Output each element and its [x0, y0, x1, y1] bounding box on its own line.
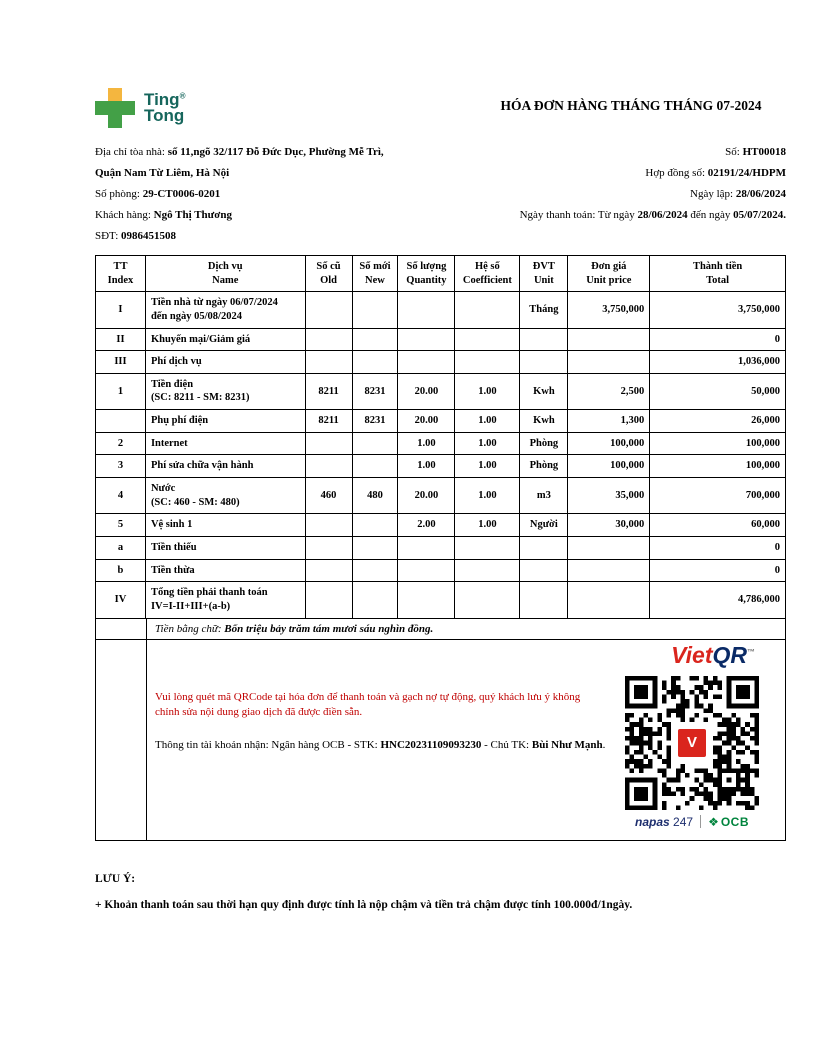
cell-new	[352, 582, 398, 618]
col-header-unit: ĐVT Unit	[520, 256, 568, 292]
cell-price: 100,000	[568, 455, 650, 478]
cell-unit: Người	[520, 514, 568, 537]
col-header-new: Số mới New	[352, 256, 398, 292]
cell-unit: Kwh	[520, 373, 568, 409]
cell-coef	[455, 559, 520, 582]
cell-name: Internet	[145, 432, 305, 455]
invoice-page	[95, 88, 786, 925]
qr-instruction-note: Vui lòng quét mã QRCode tại hóa đơn để thanh toán và gạch nợ tự động, quý khách lưu ý không chỉnh sửa nội dung giao dịch đã được điền sẵn.	[155, 690, 581, 718]
info-line-1	[95, 142, 786, 163]
invoice-table	[95, 255, 786, 619]
cell-coef	[455, 582, 520, 618]
footer-notes	[95, 873, 786, 911]
cell-qty	[398, 292, 455, 328]
cell-new: 8231	[352, 373, 398, 409]
cell-tt: III	[96, 351, 146, 374]
tingtong-logo	[95, 88, 185, 128]
cell-total: 4,786,000	[650, 582, 786, 618]
stub-column	[96, 619, 147, 639]
cell-price: 2,500	[568, 373, 650, 409]
customer-name: Khách hàng: Ngô Thị Thương	[95, 209, 232, 221]
cell-price	[568, 559, 650, 582]
logo-word-tong: Tong	[144, 106, 185, 125]
cell-qty	[398, 559, 455, 582]
info-line-3	[95, 184, 786, 205]
cell-name: Tiền điện (SC: 8211 - SM: 8231)	[145, 373, 305, 409]
info-line-2	[95, 163, 786, 184]
cell-unit: Tháng	[520, 292, 568, 328]
table-row	[96, 292, 786, 328]
col-header-old: Số cũ Old	[305, 256, 352, 292]
ocb-logo: ❖ OCB	[708, 814, 749, 829]
cell-total: 26,000	[650, 410, 786, 433]
note-title: LƯU Ý:	[95, 872, 136, 885]
col-header-quantity: Số lượng Quantity	[398, 256, 455, 292]
cell-name: Phí dịch vụ	[145, 351, 305, 374]
col-header-index: TT Index	[96, 256, 146, 292]
logo-word-ting: Ting	[144, 89, 180, 109]
cell-unit: Phòng	[520, 455, 568, 478]
cell-qty: 20.00	[398, 478, 455, 514]
cell-tt: 2	[96, 432, 146, 455]
tingtong-cross-icon	[95, 88, 135, 128]
cell-qty	[398, 328, 455, 351]
cell-tt: b	[96, 559, 146, 582]
cell-name: Khuyến mại/Giảm giá	[145, 328, 305, 351]
cell-total: 0	[650, 536, 786, 559]
cell-price	[568, 351, 650, 374]
cell-name: Nước (SC: 460 - SM: 480)	[145, 478, 305, 514]
qr-code	[625, 676, 759, 810]
cell-unit	[520, 328, 568, 351]
table-row	[96, 410, 786, 433]
cell-new	[352, 432, 398, 455]
ocb-icon: ❖	[708, 814, 719, 829]
col-header-unit-price: Đơn giá Unit price	[568, 256, 650, 292]
cell-new	[352, 328, 398, 351]
cell-name: Tiền thiếu	[145, 536, 305, 559]
cell-qty: 2.00	[398, 514, 455, 537]
cell-name: Phụ phí điện	[145, 410, 305, 433]
cell-tt: a	[96, 536, 146, 559]
cell-old	[305, 514, 352, 537]
cell-coef: 1.00	[455, 373, 520, 409]
cell-total: 100,000	[650, 455, 786, 478]
cell-qty: 1.00	[398, 432, 455, 455]
cell-old	[305, 455, 352, 478]
cell-tt: II	[96, 328, 146, 351]
cell-new: 480	[352, 478, 398, 514]
cell-price: 3,750,000	[568, 292, 650, 328]
payment-network-logos	[625, 815, 759, 829]
qr-center-logo: V	[676, 727, 708, 759]
stub-column	[96, 640, 147, 840]
cell-coef: 1.00	[455, 455, 520, 478]
cell-old	[305, 582, 352, 618]
cell-coef	[455, 536, 520, 559]
cell-name: Vệ sinh 1	[145, 514, 305, 537]
cell-price: 30,000	[568, 514, 650, 537]
table-row	[96, 536, 786, 559]
col-header-name: Dịch vụ Name	[145, 256, 305, 292]
cell-price	[568, 536, 650, 559]
cell-total: 1,036,000	[650, 351, 786, 374]
cell-price: 100,000	[568, 432, 650, 455]
cell-unit	[520, 582, 568, 618]
cell-new	[352, 559, 398, 582]
cell-unit	[520, 536, 568, 559]
table-row	[96, 478, 786, 514]
cell-tt: 4	[96, 478, 146, 514]
cell-total: 3,750,000	[650, 292, 786, 328]
cell-coef	[455, 292, 520, 328]
cell-tt: 1	[96, 373, 146, 409]
table-row	[96, 351, 786, 374]
cell-unit	[520, 559, 568, 582]
cell-name: Phí sửa chữa vận hành	[145, 455, 305, 478]
table-header-row	[96, 256, 786, 292]
building-address-line1: Địa chỉ tòa nhà: số 11,ngõ 32/117 Đỗ Đức Dục, Phường Mễ Trì,	[95, 146, 384, 158]
info-line-5	[95, 226, 786, 247]
cell-qty	[398, 351, 455, 374]
cell-qty: 20.00	[398, 410, 455, 433]
col-header-coefficient: Hệ số Coefficient	[455, 256, 520, 292]
cell-tt: 3	[96, 455, 146, 478]
cell-new	[352, 514, 398, 537]
room-number: Số phòng: 29-CT0006-0201	[95, 188, 221, 200]
invoice-title: HÓA ĐƠN HÀNG THÁNG THÁNG 07-2024	[500, 98, 762, 113]
amount-in-words-row	[95, 619, 786, 640]
cell-unit: m3	[520, 478, 568, 514]
cell-old	[305, 292, 352, 328]
cell-total: 700,000	[650, 478, 786, 514]
vietqr-logo: VietQR™	[671, 641, 755, 668]
cell-tt: I	[96, 292, 146, 328]
cell-new	[352, 536, 398, 559]
table-row	[96, 432, 786, 455]
cell-old: 460	[305, 478, 352, 514]
qr-account-info: Thông tin tài khoản nhận: Ngân hàng OCB - STK: HNC20231109093230 - Chủ TK: Bùi Như Mạnh.	[155, 738, 606, 751]
col-header-total: Thành tiền Total	[650, 256, 786, 292]
logo-divider	[700, 815, 701, 828]
cell-unit: Phòng	[520, 432, 568, 455]
napas-logo: napas 247	[635, 814, 694, 829]
table-row	[96, 373, 786, 409]
cell-old	[305, 351, 352, 374]
tingtong-logo-text	[144, 89, 186, 125]
cell-price	[568, 328, 650, 351]
cell-old	[305, 328, 352, 351]
cell-qty	[398, 536, 455, 559]
cell-total: 50,000	[650, 373, 786, 409]
cell-new: 8231	[352, 410, 398, 433]
cell-old: 8211	[305, 410, 352, 433]
payment-period: Ngày thanh toán: Từ ngày 28/06/2024 đến ngày 05/07/2024.	[519, 209, 786, 221]
cell-new	[352, 292, 398, 328]
cell-total: 100,000	[650, 432, 786, 455]
cell-qty: 1.00	[398, 455, 455, 478]
cell-new	[352, 351, 398, 374]
invoice-number: Số: HT00018	[725, 146, 786, 158]
cell-name: Tiền nhà từ ngày 06/07/2024 đến ngày 05/08/2024	[145, 292, 305, 328]
late-payment-note: + Khoản thanh toán sau thời hạn quy định được tính là nộp chậm và tiền trả chậm được tính 100.000đ/1ngày.	[95, 898, 633, 911]
contract-number: Hợp đồng số: 02191/24/HDPM	[645, 167, 786, 179]
amount-in-words: Tiền bằng chữ: Bốn triệu bảy trăm tám mươi sáu nghìn đồng.	[155, 622, 434, 635]
header	[95, 88, 786, 128]
cell-old: 8211	[305, 373, 352, 409]
cell-tt	[96, 410, 146, 433]
cell-coef	[455, 351, 520, 374]
cell-total: 0	[650, 559, 786, 582]
cell-price	[568, 582, 650, 618]
invoice-info	[95, 142, 786, 247]
phone-number: SĐT: 0986451508	[95, 230, 177, 242]
cell-qty: 20.00	[398, 373, 455, 409]
cell-name: Tổng tiền phải thanh toán IV=I-II+III+(a-b)	[145, 582, 305, 618]
cell-old	[305, 432, 352, 455]
cell-old	[305, 559, 352, 582]
cell-total: 0	[650, 328, 786, 351]
payment-qr-section	[95, 640, 786, 841]
registered-mark: ®	[179, 91, 186, 101]
cell-old	[305, 536, 352, 559]
building-address-line2: Quận Nam Từ Liêm, Hà Nội	[95, 167, 230, 179]
table-row	[96, 559, 786, 582]
table-row	[96, 328, 786, 351]
table-row	[96, 514, 786, 537]
cell-coef	[455, 328, 520, 351]
cell-name: Tiền thừa	[145, 559, 305, 582]
cell-coef: 1.00	[455, 478, 520, 514]
table-row-grand-total	[96, 582, 786, 618]
cell-coef: 1.00	[455, 410, 520, 433]
cell-price: 35,000	[568, 478, 650, 514]
cell-coef: 1.00	[455, 514, 520, 537]
cell-tt: 5	[96, 514, 146, 537]
issue-date: Ngày lập: 28/06/2024	[690, 188, 786, 200]
cell-unit: Kwh	[520, 410, 568, 433]
cell-unit	[520, 351, 568, 374]
cell-total: 60,000	[650, 514, 786, 537]
table-row	[96, 455, 786, 478]
cell-price: 1,300	[568, 410, 650, 433]
info-line-4	[95, 205, 786, 226]
cell-new	[352, 455, 398, 478]
cell-qty	[398, 582, 455, 618]
cell-coef: 1.00	[455, 432, 520, 455]
cell-tt: IV	[96, 582, 146, 618]
